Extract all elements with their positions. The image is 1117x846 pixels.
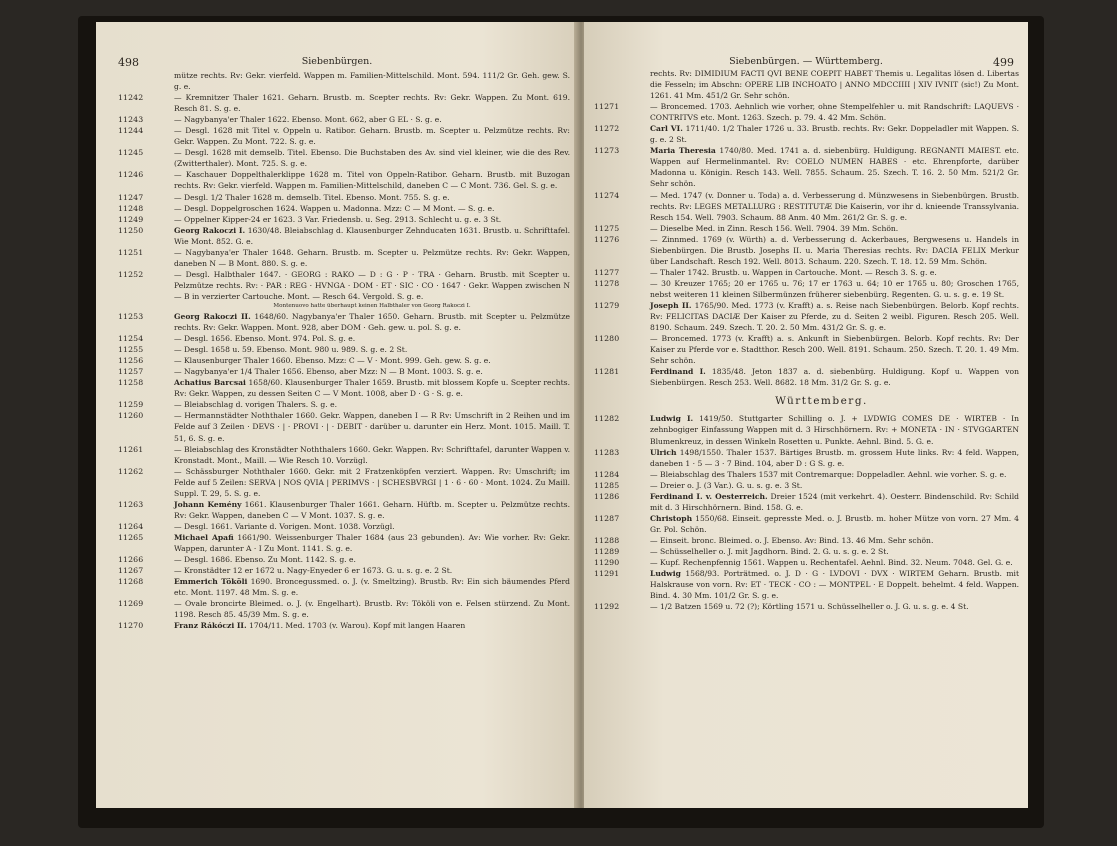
catalog-entry: [118, 169, 570, 191]
catalog-entry: [594, 267, 1019, 278]
lot-number: 11250: [118, 225, 144, 235]
catalog-entry: [594, 601, 1019, 612]
catalog-entry: [118, 554, 570, 565]
lot-number: 11269: [118, 599, 144, 609]
ruler-name: Ludwig: [650, 569, 681, 579]
entry-description: — Broncemed. 1773 (v. Krafft) a. s. Ankunft in Siebenbürgen. Belorb. Kopf rechts. Rv: Der Kaiser zu Pferde vor e. Stadtthor. Resch 200. Well. 8191. Schaum. 250. Szech. T. 20. 1. 49 Mm. Sehr schön.: [650, 334, 1019, 366]
lot-number: 11270: [118, 621, 144, 631]
entry-description: — Desgl. 1628 mit demselb. Titel. Ebenso. Die Buchstaben des Av. sind viel kleiner, wie die des Rev. (Zwitterthaler). Mont. 725. S. g. e.: [174, 148, 570, 169]
entry-description: — Desgl. 1/2 Thaler 1628 m. demselb. Titel. Ebenso. Mont. 755. S. g. e.: [174, 192, 450, 202]
ruler-name: Franz Rákóczi II.: [174, 621, 247, 631]
entry-description: — Broncemed. 1703. Aehnlich wie vorher, ohne Stempelfehler u. mit Randschrift: LAQUEVS · CONTRITVS etc. Mont. 1263. Szech. p. 79. 4. 42 Mm. Schön.: [650, 102, 1019, 123]
entry-description: — Bleiabschlag des Kronstädter Noththalers 1660. Gekr. Wappen. Rv: Schrifttafel, darunter Wappen v. Kronstadt. Mont., Maill. — Wie Resch 10. Vorzügl.: [174, 444, 570, 465]
entry-description: 1661. Klausenburger Thaler 1661. Geharn. Hüftb. m. Scepter u. Pelzmütze rechts. Rv: Gekr. Wappen, daneben C — V Mont. 1037. S. g. e.: [174, 499, 570, 520]
entry-description: — Thaler 1742. Brustb. u. Wappen in Cartouche. Mont. — Resch 3. S. g. e.: [650, 267, 937, 277]
catalog-entry: [118, 499, 570, 521]
lot-number: 11284: [594, 469, 620, 479]
catalog-entry: [594, 469, 1019, 480]
lot-number: 11287: [594, 513, 620, 523]
lot-number: 11264: [118, 521, 144, 531]
lot-number: 11272: [594, 124, 620, 134]
lot-number: 11271: [594, 102, 620, 112]
entry-description: 1419/50. Stuttgarter Schilling o. J. + LVDWIG COMES DE · WIRTEB · In zehnbogiger Einfassung Wappen mit d. 3 Hirschhörnern. Rv: + MONETA · IN · STVGGARTEN Blumenkreuz, in dessen Winkeln Rosetten u. Punkte. Aehnl. Bind. 5. G. e.: [650, 414, 1019, 446]
entry-description: 1740/80. Med. 1741 a. d. siebenbürg. Huldigung. REGNANTI MAIEST. etc. Wappen auf Hermelinmantel. Rv: COELO NUMEN HABES · etc. Ehrenpforte, darüber Madonna u. Königin. Resch 143. Well. 7855. Schaum. 25. Szech. T. 16. 2. 50 Mm. 521/2 Gr. Sehr schön.: [650, 146, 1019, 189]
lot-number: 11245: [118, 148, 144, 158]
catalog-entry: [594, 123, 1019, 145]
entry-description: 1765/90. Med. 1773 (v. Krafft) a. s. Reise nach Siebenbürgen. Belorb. Kopf rechts. Rv: FELICITAS DACIÆ Der Kaiser zu Pferde, zu d. Seiten 2 weibl. Figuren. Resch 205. Well. 8190. Schaum. 249. Szech. T. 20. 2. 50 Mm. 431/2 Gr. S. g. e.: [650, 300, 1019, 333]
ruler-name: Achatius Barcsai: [174, 378, 246, 388]
catalog-entry: [118, 114, 570, 125]
entry-description: — Hermannstädter Noththaler 1660. Gekr. Wappen, daneben I — R Rv: Umschrift in 2 Reihen und im Felde auf 3 Zeilen · DEVS · | · PROVI · | · DEBIT · darüber u. darunter ein Herz. Mont. 1015. Maill. T. 51, 6. S. g. e.: [174, 411, 570, 443]
entry-description: — 30 Kreuzer 1765; 20 er 1765 u. 76; 17 er 1763 u. 64; 10 er 1765 u. 80; Groschen 1765, nebst weiteren 11 kleinen Silbermünzen früherer siebenbürg. Regenten. G. u. s. g. e. 19 St.: [650, 278, 1019, 299]
entry-description: — Nagybanya'er Thaler 1648. Geharn. Brustb. m. Scepter u. Pelzmütze rechts. Rv: Gekr. Wappen, daneben N — B Mont. 880. S. g. e.: [174, 247, 570, 268]
entry-description: — Kupf. Rechenpfennig 1561. Wappen u. Rechentafel. Aehnl. Bind. 32. Neum. 7048. Gel. G. e.: [650, 558, 1013, 568]
lot-number: 11249: [118, 214, 144, 224]
catalog-entry: [118, 214, 570, 225]
ruler-name: Johann Kemény: [174, 499, 242, 509]
entry-description: 1498/1550. Thaler 1537. Bärtiges Brustb. m. grossem Hute links. Rv: 4 feld. Wappen, daneben 1 · 5 — 3 · 7 Bind. 104, aber D : G S. g. e.: [650, 447, 1019, 468]
lot-number: 11278: [594, 278, 620, 288]
entry-description: — Kremnitzer Thaler 1621. Geharn. Brustb. m. Scepter rechts. Rv: Gekr. Wappen. Zu Mont. 619. Resch 81. S. g. e.: [174, 93, 570, 114]
catalog-entry: [118, 410, 570, 443]
catalog-entry: [594, 513, 1019, 535]
lot-number: 11286: [594, 491, 620, 501]
lot-number: 11276: [594, 234, 620, 244]
entry-description: — Desgl. 1686. Ebenso. Zu Mont. 1142. S. g. e.: [174, 555, 356, 565]
entry-description: — 1/2 Batzen 1569 u. 72 (?); Körtling 1571 u. Schüsselheller o. J. G. u. s. g. e. 4 St.: [650, 602, 969, 612]
catalog-entry: [118, 203, 570, 214]
lot-number: 11254: [118, 334, 144, 344]
catalog-entry: [594, 190, 1019, 223]
left-page: [96, 22, 578, 808]
entry-description: — Desgl. 1628 mit Titel v. Oppeln u. Ratibor. Geharn. Brustb. m. Scepter u. Pelzmütze rechts. Rv: Gekr. Wappen. Zu Mont. 722. S. g. e.: [174, 126, 570, 147]
entry-description: — Desgl. Halbthaler 1647. · GEORG : RAKO — D : G · P · TRA · Geharn. Brustb. mit Scepter u. Pelzmütze rechts. Rv: · PAR : REG · HVNGA · DOM · ET · SIC · CO · 1647 · Gekr. Wappen zwischen N — B in verzierter Cartouche. Mont. — Resch 64. Vergold. S. g. e.: [174, 269, 570, 301]
left-continuation: mütze rechts. Rv: Gekr. vierfeld. Wappen m. Familien-Mittelschild. Mont. 594. 111/2 Gr. Geh. gew. S. g. e.: [174, 71, 570, 92]
catalog-entry: [594, 366, 1019, 388]
entry-description: — Nagybanya'er Thaler 1622. Ebenso. Mont. 662, aber G EL · S. g. e.: [174, 115, 442, 125]
entry-description: 1658/60. Klausenburger Thaler 1659. Brustb. mit blossem Kopfe u. Scepter rechts. Rv: Gekr. Wappen, zu dessen Seiten C — V Mont. 1008, aber D · G · S. g. e.: [174, 378, 570, 399]
entry-description: 1661/90. Weissenburger Thaler 1684 (aus 23 gebunden). Av: Wie vorher. Rv: Gekr. Wappen, darunter A · I Zu Mont. 1141. S. g. e.: [174, 532, 570, 553]
lot-number: 11283: [594, 447, 620, 457]
catalog-entry: [118, 311, 570, 333]
lot-number: 11281: [594, 367, 620, 377]
catalog-entry: [118, 344, 570, 355]
right-column: [594, 68, 1019, 612]
catalog-entry: [118, 444, 570, 466]
ruler-name: Ulrich: [650, 447, 677, 457]
lot-number: 11242: [118, 93, 144, 103]
entry-description: — Kronstädter 12 er 1672 u. Nagy-Enyeder 6 er 1673. G. u. s. g. e. 2 St.: [174, 566, 453, 576]
entry-description: — Med. 1747 (v. Donner u. Toda) a. d. Verbesserung d. Münzwesens in Siebenbürgen. Brustb. rechts. Rv: LEGES METALLURG : RESTITUTÆ Die Kaiserin, vor ihr d. knieende Transsylvania. Resch 154. Well. 7903. Schaum. 88 Anm. 40 Mm. 261/2 Gr. S. g. e.: [650, 190, 1019, 222]
entry-description: 1630/48. Bleiabschlag d. Klausenburger Zehnducaten 1631. Brustb. u. Schrifttafel. Wie Mont. 852. G. e.: [174, 225, 570, 246]
entry-description: — Zinnmed. 1769 (v. Würth) a. d. Verbesserung d. Ackerbaues, Bergwesens u. Handels in Siebenbürgen. Die Brustb. Josephs II. u. Maria Theresias rechts. Rv: DACIA FELIX Merkur über Landschaft. Resch 192. Well. 8013. Schaum. 220. Szech. T. 18. 12. 59 Mm. Schön.: [650, 234, 1019, 266]
lot-number: 11258: [118, 378, 144, 388]
left-column: [118, 70, 570, 631]
entry-description: — Einseit. bronc. Bleimed. o. J. Ebenso. Av: Bind. 13. 46 Mm. Sehr schön.: [650, 535, 934, 545]
left-page-number: 498: [118, 56, 139, 69]
catalog-entry: [118, 225, 570, 247]
ruler-name: Joseph II.: [650, 300, 692, 310]
catalog-entry: [118, 620, 570, 631]
right-page-number: 499: [993, 56, 1014, 69]
catalog-entry: [118, 247, 570, 269]
entry-description: — Bleiabschlag des Thalers 1537 mit Contremarque: Doppeladler. Aehnl. wie vorher. S. g. e.: [650, 469, 1007, 479]
ruler-name: Georg Rakoczi II.: [174, 311, 251, 321]
ruler-name: Michael Apafi: [174, 532, 234, 542]
catalog-entry: [118, 466, 570, 499]
entry-description: Dreier 1524 (mit verkehrt. 4). Oesterr. Bindenschild. Rv: Schild mit d. 3 Hirschhörnern. Bind. 158. G. e.: [650, 491, 1019, 512]
catalog-entry: [594, 413, 1019, 446]
section-title-wuerttemberg: Württemberg.: [775, 395, 868, 408]
entry-description: 1704/11. Med. 1703 (v. Warou). Kopf mit langen Haaren: [246, 621, 466, 631]
entry-description: — Schüsselheller o. J. mit Jagdhorn. Bind. 2. G. u. s. g. e. 2 St.: [650, 546, 889, 556]
lot-number: 11277: [594, 267, 620, 277]
entry-description: 1835/48. Jeton 1837 a. d. siebenbürg. Huldigung. Kopf u. Wappen von Siebenbürgen. Resch 253. Well. 8682. 18 Mm. 31/2 Gr. S. g. e.: [650, 367, 1019, 388]
lot-number: 11288: [594, 535, 620, 545]
lot-number: 11253: [118, 311, 144, 321]
lot-number: 11273: [594, 146, 620, 156]
right-page: [584, 22, 1028, 808]
ruler-name: Christoph: [650, 513, 693, 523]
entry-description: — Desgl. 1656. Ebenso. Mont. 974. Pol. S. g. e.: [174, 334, 356, 344]
catalog-entry: [594, 557, 1019, 568]
catalog-entry: [118, 92, 570, 114]
entry-description: — Kaschauer Doppelthalerklippe 1628 m. Titel von Oppeln-Ratibor. Geharn. Brustb. mit Buzogan rechts. Rv: Gekr. vierfeld. Wappen m. Familien-Mittelschild, daneben C — C Mont. 736. Gel. S. g. e.: [174, 170, 570, 191]
lot-number: 11246: [118, 170, 144, 180]
entry-description: 1690. Broncegussmed. o. J. (v. Smeltzing). Brustb. Rv: Ein sich bäumendes Pferd etc. Mont. 1197. 48 Mm. S. g. e.: [174, 577, 570, 598]
catalog-entry: [594, 546, 1019, 557]
catalog-entry: [594, 535, 1019, 546]
entry-description: 1648/60. Nagybanya'er Thaler 1650. Geharn. Brustb. mit Scepter u. Pelzmütze rechts. Rv: Gekr. Wappen. Mont. 928, aber DOM · Geh. gew. u. pol. S. g. e.: [174, 311, 571, 333]
lot-number: 11274: [594, 190, 620, 200]
catalog-entry: [594, 491, 1019, 513]
ruler-name: Georg Rakoczi I.: [174, 225, 246, 235]
entry-description: — Bleiabschlag d. vorigen Thalers. S. g. e.: [174, 400, 337, 410]
lot-number: 11255: [118, 345, 144, 355]
catalog-entry: [118, 377, 570, 399]
lot-number: 11290: [594, 558, 620, 568]
catalog-entry: [118, 269, 570, 302]
lot-number: 11262: [118, 466, 144, 476]
entry-description: — Schässburger Noththaler 1660. Gekr. mit 2 Fratzenköpfen verziert. Wappen. Rv: Umschrift; im Felde auf 5 Zeilen: SERVA | NOS QVIA | PERIMVS · | SCHESBVRGI | 1 · 6 · 60 · Mont. 1024. Zu Maill. Suppl. T. 29, 5. S. g. e.: [174, 466, 570, 498]
lot-number: 11265: [118, 532, 144, 542]
lot-number: 11243: [118, 115, 144, 125]
ruler-name: Maria Theresia: [650, 146, 716, 156]
catalog-entry: [594, 447, 1019, 469]
catalog-entry: [594, 568, 1019, 601]
entry-description: — Dreier o. J. (3 Var.). G. u. s. g. e. 3 St.: [650, 480, 803, 490]
lot-number: 11268: [118, 577, 144, 587]
entry-description: 1711/40. 1/2 Thaler 1726 u. 33. Brustb. rechts. Rv: Gekr. Doppeladler mit Wappen. S. g. e. 2 St.: [650, 124, 1019, 145]
entry-description: — Ovale broncirte Bleimed. o. J. (v. Engelhart). Brustb. Rv: Tököli von e. Felsen stürzend. Zu Mont. 1198. Resch 85. 45/39 Mm. S. g. e.: [174, 599, 570, 620]
catalog-entry: [594, 145, 1019, 189]
lot-number: 11256: [118, 356, 144, 366]
lot-number: 11275: [594, 223, 620, 233]
catalog-entry: [594, 101, 1019, 123]
left-running-head: Siebenbürgen.: [301, 56, 373, 67]
right-running-head: Siebenbürgen. — Württemberg.: [729, 56, 883, 67]
lot-number: 11289: [594, 546, 620, 556]
lot-number: 11260: [118, 411, 144, 421]
lot-number: 11267: [118, 566, 144, 576]
entry-description: — Oppelner Kipper-24 er 1623. 3 Var. Friedensb. u. Seg. 2913. Schlecht u. g. e. 3 St.: [174, 214, 502, 224]
ruler-name: Emmerich Tököli: [174, 577, 248, 587]
catalog-entry: [594, 480, 1019, 491]
lot-number: 11292: [594, 602, 620, 612]
catalog-entry: [118, 366, 570, 377]
lot-number: 11257: [118, 367, 144, 377]
entry-description: 1568/93. Porträtmed. o. J. D · G · LVDOVI · DVX · WIRTEM Geharn. Brustb. mit Halskrause von vorn. Rv: ET · TECK · CO : — MONTPEL · E Doppelt. behelmt. 4 feld. Wappen. Bind. 4. 30 Mm. 101/2 Gr. S. g. e.: [650, 569, 1019, 601]
catalog-entry: [594, 278, 1019, 300]
ruler-name: Ferdinand I. v. Oesterreich.: [650, 491, 768, 501]
entry-description: — Desgl. Doppelgroschen 1624. Wappen u. Madonna. Mzz: C — M Mont. — S. g. e.: [174, 203, 495, 213]
catalog-entry: [118, 521, 570, 532]
lot-number: 11266: [118, 555, 144, 565]
lot-number: 11282: [594, 414, 620, 424]
ruler-name: Ludwig I.: [650, 414, 694, 424]
entry-description: — Dieselbe Med. in Zinn. Resch 156. Well. 7904. 39 Mm. Schön.: [650, 223, 899, 233]
lot-number: 11248: [118, 203, 144, 213]
ruler-name: Carl VI.: [650, 124, 683, 134]
lot-number: 11291: [594, 569, 620, 579]
entry-description: 1550/68. Einseit. gepresste Med. o. J. Brustb. m. hoher Mütze von vorn. 27 Mm. 4 Gr. Pol. Schön.: [650, 513, 1019, 534]
ruler-name: Ferdinand I.: [650, 367, 706, 377]
entry-description: — Desgl. 1658 u. 59. Ebenso. Mont. 980 u. 989. S. g. e. 2 St.: [174, 345, 408, 355]
lot-number: 11247: [118, 192, 144, 202]
lot-number: 11285: [594, 480, 620, 490]
lot-number: 11244: [118, 126, 144, 136]
footnote: Montenuovo hatte überhaupt keinen Halbthaler von Georg Rakoczi I.: [273, 302, 471, 309]
right-continuation: rechts. Rv: DIMIDIUM FACTI QVI BENE COEPIT HABET Themis u. Legalitas lösen d. Libertas die Fesseln; im Abschn: OPERE LIB INCHOATO | ANNO MDCCIIII | XIV IVNIT (sic!) Zu Mont. 1261. 41 Mm. 451/2 Gr. Sehr schön.: [650, 69, 1019, 101]
lot-number: 11279: [594, 300, 620, 310]
catalog-entry: [118, 147, 570, 169]
catalog-entry: [118, 125, 570, 147]
catalog-entry: [118, 565, 570, 576]
catalog-entry: [594, 300, 1019, 333]
catalog-entry: [594, 223, 1019, 234]
catalog-entry: [594, 234, 1019, 267]
lot-number: 11252: [118, 269, 144, 279]
catalog-entry: [118, 333, 570, 344]
lot-number: 11263: [118, 499, 144, 509]
catalog-entry: [118, 532, 570, 554]
lot-number: 11280: [594, 334, 620, 344]
catalog-entry: [118, 355, 570, 366]
entry-description: — Nagybanya'er 1/4 Thaler 1656. Ebenso, aber Mzz: N — B Mont. 1003. S. g. e.: [174, 367, 483, 377]
catalog-entry: [118, 598, 570, 620]
catalog-entry: [118, 399, 570, 410]
lot-number: 11259: [118, 400, 144, 410]
lot-number: 11261: [118, 444, 144, 454]
catalog-entry: [118, 576, 570, 598]
entry-description: — Desgl. 1661. Variante d. Vorigen. Mont. 1038. Vorzügl.: [174, 521, 395, 531]
catalog-entry: [118, 192, 570, 203]
lot-number: 11251: [118, 247, 144, 257]
catalog-entry: [594, 333, 1019, 366]
entry-description: — Klausenburger Thaler 1660. Ebenso. Mzz: C — V · Mont. 999. Geh. gew. S. g. e.: [174, 356, 491, 366]
